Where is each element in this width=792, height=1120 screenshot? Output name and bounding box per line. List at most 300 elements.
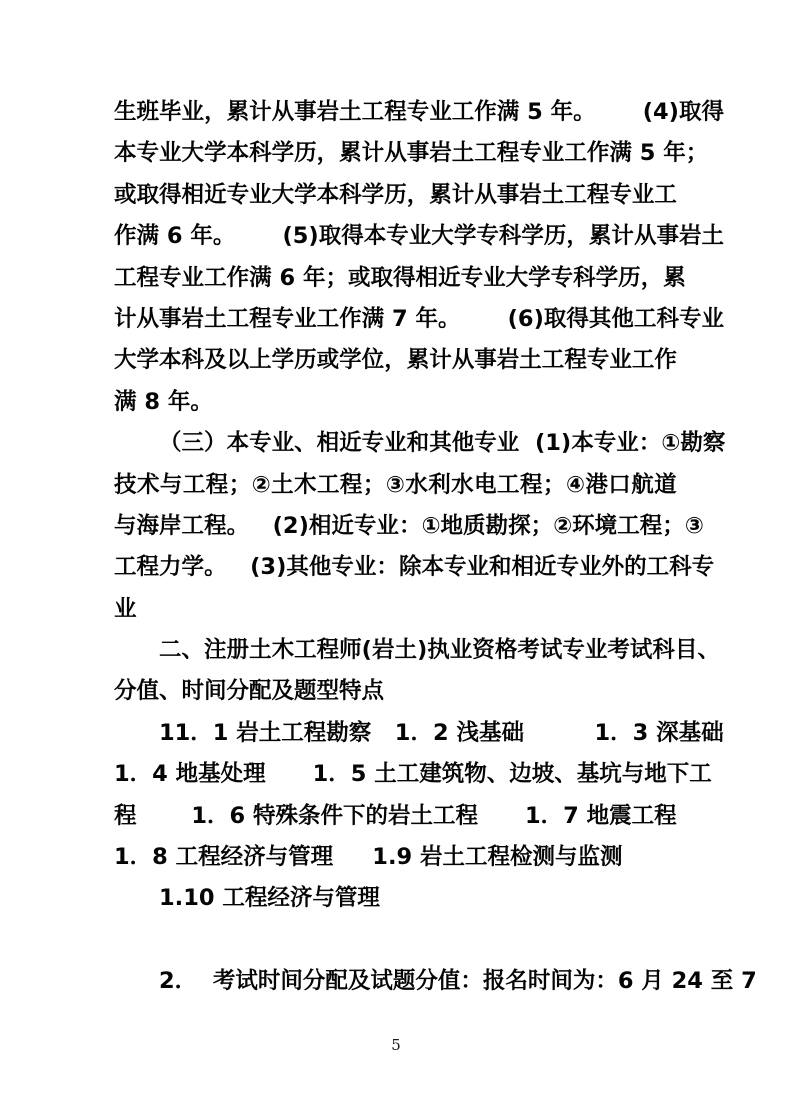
glyph: ( bbox=[642, 99, 654, 125]
glyph: 4 bbox=[653, 99, 669, 125]
glyph: 专 bbox=[474, 430, 497, 457]
glyph: 他 bbox=[451, 430, 475, 457]
glyph: 地 bbox=[440, 512, 464, 539]
glyph: 程 bbox=[316, 637, 340, 664]
glyph: 事 bbox=[496, 181, 520, 208]
glyph: 年 bbox=[302, 264, 326, 291]
glyph: 土 bbox=[541, 181, 565, 208]
glyph: 工 bbox=[497, 471, 520, 498]
glyph: 学 bbox=[453, 223, 477, 250]
glyph bbox=[234, 547, 242, 588]
glyph bbox=[251, 216, 259, 257]
glyph: 从 bbox=[633, 223, 657, 250]
glyph: 学 bbox=[271, 347, 295, 374]
glyph: ； bbox=[228, 471, 252, 498]
glyph: 以 bbox=[226, 347, 250, 374]
glyph: 专 bbox=[593, 430, 617, 457]
text-line bbox=[114, 133, 709, 174]
glyph: 程 bbox=[204, 512, 227, 539]
glyph: 业 bbox=[376, 512, 399, 539]
glyph bbox=[461, 299, 469, 340]
glyph: 学 bbox=[361, 181, 385, 208]
text-line bbox=[114, 299, 724, 340]
text-line: 11．1 岩土工程勘察 1．2 浅基础 1．3 深基础 bbox=[159, 719, 724, 746]
glyph: 毕 bbox=[159, 99, 182, 125]
glyph bbox=[627, 92, 635, 133]
glyph: 、 bbox=[697, 637, 720, 664]
glyph: 计 bbox=[361, 140, 385, 167]
glyph bbox=[267, 216, 275, 257]
glyph: 专 bbox=[159, 264, 182, 291]
glyph: 师 bbox=[339, 637, 362, 664]
glyph: 水 bbox=[451, 471, 474, 498]
glyph: ) bbox=[308, 223, 319, 250]
glyph bbox=[183, 216, 191, 257]
glyph: ） bbox=[204, 430, 227, 457]
glyph: 5 bbox=[527, 99, 543, 125]
glyph: 岸 bbox=[159, 512, 182, 539]
glyph: 从 bbox=[271, 99, 295, 125]
glyph: ) bbox=[668, 99, 679, 125]
glyph: 业 bbox=[449, 637, 473, 664]
glyph: 业 bbox=[584, 637, 608, 664]
glyph: 取 bbox=[543, 305, 567, 332]
glyph: ② bbox=[251, 471, 271, 498]
glyph: 工 bbox=[204, 264, 227, 291]
glyph: 工 bbox=[631, 347, 655, 374]
glyph: 6 bbox=[166, 223, 183, 250]
glyph: 本 bbox=[114, 140, 137, 167]
text-line bbox=[114, 258, 686, 299]
glyph: ( bbox=[534, 430, 546, 457]
glyph: 程 bbox=[339, 471, 363, 498]
glyph: 土 bbox=[271, 471, 294, 498]
text-line: 2． 考试时间分配及试题分值：报名时间为：6 月 24 至 7 bbox=[159, 968, 757, 995]
glyph: 岩 bbox=[429, 140, 452, 167]
glyph: 工 bbox=[114, 264, 137, 291]
glyph bbox=[265, 506, 273, 547]
glyph: 从 bbox=[451, 347, 475, 374]
glyph: 近 bbox=[339, 430, 362, 457]
glyph: 程 bbox=[384, 99, 407, 125]
text-line: 业 bbox=[114, 595, 137, 622]
glyph: ( bbox=[250, 554, 261, 581]
glyph bbox=[519, 423, 527, 464]
glyph: 。 bbox=[226, 512, 250, 539]
glyph: 相 bbox=[511, 554, 535, 581]
glyph: 木 bbox=[294, 471, 317, 498]
glyph: 大 bbox=[114, 347, 137, 374]
glyph: 得 bbox=[159, 181, 182, 208]
glyph bbox=[611, 92, 619, 133]
glyph: 专 bbox=[331, 554, 354, 581]
glyph: 取 bbox=[678, 99, 702, 125]
glyph: 与 bbox=[114, 512, 137, 539]
glyph bbox=[632, 133, 640, 174]
glyph: ( bbox=[272, 512, 283, 539]
glyph: 、 bbox=[181, 637, 205, 664]
glyph: 口 bbox=[608, 471, 631, 498]
glyph: 岩 bbox=[519, 181, 542, 208]
glyph: 试 bbox=[629, 637, 653, 664]
glyph: 电 bbox=[474, 471, 497, 498]
glyph: 本 bbox=[226, 430, 250, 457]
glyph: 水 bbox=[405, 471, 428, 498]
glyph: 或 bbox=[114, 181, 137, 208]
glyph: 本 bbox=[571, 430, 594, 457]
glyph: 作 bbox=[226, 264, 250, 291]
glyph: 事 bbox=[474, 347, 497, 374]
glyph: 专 bbox=[353, 512, 377, 539]
glyph: 土 bbox=[204, 305, 227, 332]
glyph: 工 bbox=[646, 554, 670, 581]
text-line bbox=[114, 506, 704, 547]
glyph: 满 bbox=[136, 223, 160, 250]
text-line: 1．4 地基处理 1．5 土工建筑物、边坡、基坑与地下工 bbox=[114, 761, 712, 788]
glyph: 执 bbox=[427, 637, 450, 664]
glyph: 满 bbox=[249, 264, 272, 291]
glyph: 年 bbox=[190, 223, 213, 250]
text-line bbox=[114, 630, 720, 671]
glyph: 专 bbox=[562, 637, 585, 664]
glyph: 木 bbox=[271, 637, 295, 664]
glyph: ； bbox=[542, 471, 566, 498]
glyph: 程 bbox=[249, 305, 272, 332]
text-line bbox=[114, 216, 724, 257]
glyph: 专 bbox=[586, 347, 610, 374]
glyph: 其 bbox=[429, 430, 452, 457]
glyph bbox=[243, 216, 251, 257]
document-text-body bbox=[114, 92, 757, 1003]
glyph: 业 bbox=[181, 99, 205, 125]
text-line bbox=[114, 340, 677, 381]
glyph: 业 bbox=[541, 140, 565, 167]
glyph: 1 bbox=[545, 430, 561, 457]
text-line: 满 8 年。 bbox=[114, 388, 213, 415]
glyph: 专 bbox=[550, 264, 574, 291]
glyph: 3 bbox=[260, 554, 277, 581]
glyph: 业 bbox=[271, 430, 295, 457]
glyph: 作 bbox=[654, 347, 677, 374]
glyph: 近 bbox=[204, 181, 227, 208]
glyph: 取 bbox=[136, 181, 160, 208]
glyph: 技 bbox=[114, 471, 137, 498]
glyph: 土 bbox=[249, 637, 272, 664]
glyph: 港 bbox=[585, 471, 608, 498]
glyph: 相 bbox=[316, 430, 340, 457]
glyph: 工 bbox=[316, 471, 340, 498]
glyph: 程 bbox=[136, 264, 160, 291]
glyph: 业 bbox=[408, 223, 432, 250]
glyph: 专 bbox=[460, 264, 484, 291]
glyph: 程 bbox=[496, 140, 520, 167]
glyph: 土 bbox=[394, 637, 417, 664]
glyph: 术 bbox=[136, 471, 160, 498]
glyph: 工 bbox=[633, 305, 657, 332]
glyph: 专 bbox=[678, 305, 702, 332]
text-line: 程 1．6 特殊条件下的岩土工程 1．7 地震工程 bbox=[114, 802, 677, 829]
glyph: 历 bbox=[384, 181, 407, 208]
glyph: ② bbox=[553, 512, 573, 539]
glyph: 及 bbox=[204, 347, 227, 374]
glyph: 探 bbox=[508, 512, 531, 539]
glyph: ； bbox=[530, 512, 554, 539]
glyph: 计 bbox=[429, 347, 452, 374]
glyph: 程 bbox=[205, 471, 229, 498]
glyph: 业 bbox=[294, 305, 317, 332]
page-number: 5 bbox=[391, 1036, 401, 1054]
glyph: 业 bbox=[384, 430, 407, 457]
glyph: 得 bbox=[341, 223, 364, 250]
glyph: 程 bbox=[564, 347, 587, 374]
glyph: 除 bbox=[398, 554, 422, 581]
glyph: 累 bbox=[588, 223, 612, 250]
glyph: 工 bbox=[451, 99, 475, 125]
glyph: ③ bbox=[385, 471, 405, 498]
text-line bbox=[114, 92, 724, 133]
glyph bbox=[543, 92, 551, 133]
text-line: 分值、时间分配及题型特点 bbox=[114, 678, 385, 705]
glyph: 册 bbox=[226, 637, 250, 664]
glyph: ① bbox=[661, 430, 681, 457]
glyph: 工 bbox=[361, 99, 385, 125]
glyph: 近 bbox=[331, 512, 354, 539]
glyph: 和 bbox=[489, 554, 512, 581]
glyph: ， bbox=[640, 264, 664, 291]
glyph: 学 bbox=[521, 223, 544, 250]
glyph: 累 bbox=[339, 140, 362, 167]
glyph bbox=[655, 133, 663, 174]
glyph: 、 bbox=[294, 430, 317, 457]
glyph: 科 bbox=[498, 223, 522, 250]
glyph bbox=[384, 299, 392, 340]
glyph: 察 bbox=[702, 430, 726, 457]
glyph: 力 bbox=[159, 554, 182, 581]
glyph: 考 bbox=[517, 637, 540, 664]
glyph: 作 bbox=[339, 305, 362, 332]
glyph: 历 bbox=[294, 140, 317, 167]
glyph: 岩 bbox=[181, 305, 205, 332]
text-line bbox=[114, 465, 677, 506]
glyph: 工 bbox=[294, 637, 317, 664]
glyph: 业 bbox=[466, 554, 489, 581]
glyph: ， bbox=[406, 181, 430, 208]
glyph: 与 bbox=[159, 471, 183, 498]
glyph: 相 bbox=[181, 181, 205, 208]
glyph: ④ bbox=[565, 471, 585, 498]
glyph: 上 bbox=[249, 347, 272, 374]
glyph: 外 bbox=[601, 554, 625, 581]
glyph: 他 bbox=[308, 554, 332, 581]
glyph bbox=[235, 216, 243, 257]
glyph: 累 bbox=[429, 181, 452, 208]
text-line bbox=[114, 423, 726, 464]
glyph: 业 bbox=[579, 554, 602, 581]
glyph: 本 bbox=[159, 347, 182, 374]
glyph: ) bbox=[276, 554, 287, 581]
glyph: ； bbox=[685, 140, 709, 167]
glyph: 班 bbox=[136, 99, 160, 125]
glyph: 土 bbox=[451, 140, 475, 167]
glyph: 满 bbox=[361, 305, 385, 332]
glyph: 专 bbox=[556, 554, 580, 581]
glyph: 6 bbox=[517, 305, 534, 332]
glyph: ， bbox=[316, 140, 340, 167]
glyph: 年 bbox=[550, 99, 574, 125]
glyph: ， bbox=[384, 347, 407, 374]
glyph bbox=[227, 547, 235, 588]
glyph: 质 bbox=[463, 512, 486, 539]
glyph: 海 bbox=[136, 512, 160, 539]
glyph: 工 bbox=[654, 181, 677, 208]
glyph: 作 bbox=[586, 140, 610, 167]
glyph: 试 bbox=[539, 637, 563, 664]
glyph: 科 bbox=[652, 637, 675, 664]
glyph bbox=[596, 92, 604, 133]
glyph: 业 bbox=[616, 430, 639, 457]
glyph: 近 bbox=[438, 264, 461, 291]
glyph: 大 bbox=[505, 264, 529, 291]
glyph: 工 bbox=[114, 554, 137, 581]
glyph: 专 bbox=[406, 99, 430, 125]
glyph: ； bbox=[662, 512, 685, 539]
glyph: 学 bbox=[595, 264, 619, 291]
glyph bbox=[500, 299, 508, 340]
glyph bbox=[259, 216, 267, 257]
glyph: 资 bbox=[472, 637, 495, 664]
glyph bbox=[476, 299, 484, 340]
glyph: 工 bbox=[564, 140, 587, 167]
glyph: 业 bbox=[181, 264, 205, 291]
glyph: 得 bbox=[393, 264, 416, 291]
glyph: 学 bbox=[136, 347, 160, 374]
glyph: 计 bbox=[114, 305, 137, 332]
glyph: 学 bbox=[204, 140, 227, 167]
glyph: 科 bbox=[656, 305, 679, 332]
glyph: 年 bbox=[415, 305, 439, 332]
glyph: 环 bbox=[572, 512, 595, 539]
glyph: 满 bbox=[609, 140, 632, 167]
glyph: ； bbox=[325, 264, 348, 291]
glyph: 其 bbox=[286, 554, 309, 581]
glyph: 其 bbox=[588, 305, 612, 332]
glyph: 土 bbox=[701, 223, 724, 250]
glyph: 业 bbox=[701, 305, 724, 332]
blank-line bbox=[114, 920, 677, 961]
glyph: 岩 bbox=[678, 223, 702, 250]
glyph: 航 bbox=[631, 471, 654, 498]
glyph bbox=[242, 547, 250, 588]
glyph: 作 bbox=[114, 223, 137, 250]
glyph: 工 bbox=[541, 347, 565, 374]
glyph: 道 bbox=[654, 471, 677, 498]
text-line bbox=[114, 175, 677, 216]
glyph: ( bbox=[361, 637, 372, 664]
glyph: 科 bbox=[339, 181, 362, 208]
glyph: 大 bbox=[181, 140, 205, 167]
glyph: 目 bbox=[674, 637, 698, 664]
glyph: ) bbox=[533, 305, 544, 332]
glyph: 科 bbox=[573, 264, 596, 291]
glyph: 业 bbox=[609, 347, 632, 374]
glyph: 和 bbox=[406, 430, 430, 457]
glyph: ( bbox=[507, 305, 518, 332]
glyph bbox=[249, 506, 257, 547]
glyph: 二 bbox=[159, 637, 182, 664]
glyph bbox=[519, 92, 527, 133]
glyph: 学 bbox=[528, 264, 551, 291]
glyph: ： bbox=[638, 430, 662, 457]
glyph: 从 bbox=[136, 305, 160, 332]
glyph: 事 bbox=[294, 99, 317, 125]
glyph: 科 bbox=[669, 554, 692, 581]
glyph: 得 bbox=[701, 99, 724, 125]
text-line: 1.10 工程经济与管理 bbox=[159, 885, 380, 912]
glyph: 专 bbox=[386, 223, 409, 250]
glyph: 5 bbox=[639, 140, 656, 167]
glyph: 本 bbox=[316, 181, 340, 208]
glyph: 勘 bbox=[485, 512, 509, 539]
glyph: 境 bbox=[594, 512, 618, 539]
glyph: 历 bbox=[543, 223, 567, 250]
glyph: 专 bbox=[249, 430, 272, 457]
glyph: 专 bbox=[519, 140, 542, 167]
glyph: 。 bbox=[204, 554, 227, 581]
glyph: 7 bbox=[392, 305, 408, 332]
glyph: 三 bbox=[181, 430, 205, 457]
glyph: 从 bbox=[384, 140, 407, 167]
glyph: 2 bbox=[282, 512, 299, 539]
glyph: 生 bbox=[114, 99, 137, 125]
glyph bbox=[408, 299, 416, 340]
glyph bbox=[484, 299, 492, 340]
glyph: 计 bbox=[611, 223, 634, 250]
glyph: 程 bbox=[136, 554, 160, 581]
glyph: ) bbox=[560, 430, 572, 457]
glyph: 业 bbox=[353, 554, 377, 581]
glyph: 6 bbox=[279, 264, 296, 291]
glyph: 专 bbox=[691, 554, 715, 581]
glyph: 。 bbox=[438, 305, 461, 332]
glyph: ： bbox=[398, 512, 422, 539]
glyph: 。 bbox=[573, 99, 596, 125]
glyph: ： bbox=[376, 554, 399, 581]
glyph: 专 bbox=[609, 181, 632, 208]
glyph: 工 bbox=[316, 305, 340, 332]
glyph: 土 bbox=[519, 347, 542, 374]
glyph: 程 bbox=[586, 181, 610, 208]
glyph: 格 bbox=[494, 637, 518, 664]
glyph: 利 bbox=[428, 471, 451, 498]
glyph bbox=[527, 423, 535, 464]
glyph: 。 bbox=[212, 223, 236, 250]
glyph: 岩 bbox=[496, 347, 520, 374]
glyph: 5 bbox=[292, 223, 309, 250]
glyph: ) bbox=[416, 637, 428, 664]
glyph: 专 bbox=[443, 554, 467, 581]
text-line: 1．8 工程经济与管理 1.9 岩土工程检测与监测 bbox=[114, 844, 623, 871]
glyph bbox=[604, 92, 612, 133]
glyph: 业 bbox=[429, 99, 452, 125]
glyph: 相 bbox=[308, 512, 332, 539]
glyph: 本 bbox=[226, 140, 250, 167]
glyph: 他 bbox=[611, 305, 634, 332]
glyph: 位 bbox=[361, 347, 385, 374]
glyph: 近 bbox=[534, 554, 557, 581]
glyph: 事 bbox=[406, 140, 430, 167]
glyph: 业 bbox=[631, 181, 655, 208]
glyph: （ bbox=[159, 430, 182, 457]
